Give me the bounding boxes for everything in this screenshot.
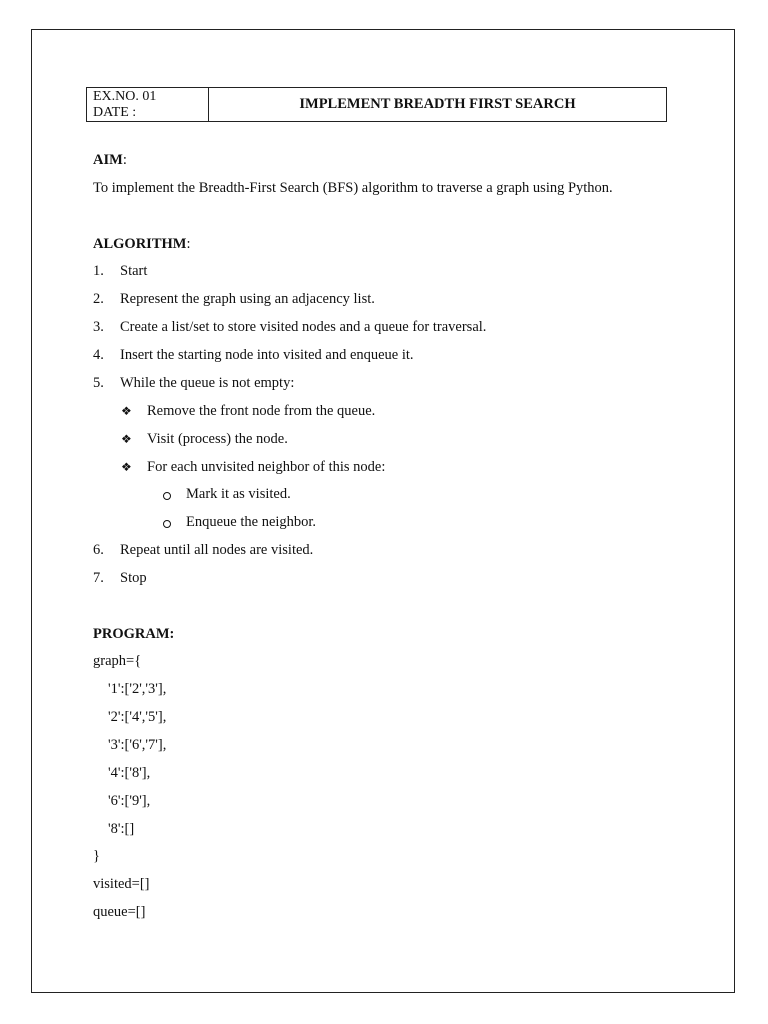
step-4: 4. Insert the starting node into visited and enqueue it.	[93, 347, 414, 363]
algorithm-heading: ALGORITHM	[93, 236, 187, 252]
code-line: '8':[]	[108, 821, 135, 837]
header-left-cell	[87, 88, 209, 121]
code-line: queue=[]	[93, 904, 146, 920]
step-1: 1. Start	[93, 263, 148, 279]
algorithm-heading-line: ALGORITHM:	[93, 236, 191, 252]
step-2: 2. Represent the graph using an adjacency list.	[93, 291, 375, 307]
diamond-bullet-icon: ❖	[121, 432, 132, 446]
header-table	[86, 87, 667, 122]
code-line: graph={	[93, 653, 142, 669]
circle-bullet-icon	[163, 520, 171, 528]
date-label: DATE :	[93, 104, 137, 120]
page-title: IMPLEMENT BREADTH FIRST SEARCH	[299, 96, 576, 112]
sub-sub-step-2: Enqueue the neighbor.	[186, 514, 317, 530]
aim-text: To implement the Breadth-First Search (BFS) algorithm to traverse a graph using Python.	[93, 180, 613, 196]
program-heading: PROGRAM:	[93, 626, 175, 642]
code-line: '4':['8'],	[108, 765, 151, 781]
step-3: 3. Create a list/set to store visited nodes and a queue for traversal.	[93, 319, 487, 335]
page-border	[31, 29, 735, 993]
code-line: }	[93, 848, 100, 864]
diamond-bullet-icon: ❖	[121, 404, 132, 418]
sub-step-1: Remove the front node from the queue.	[147, 403, 376, 419]
circle-bullet-icon	[163, 492, 171, 500]
step-5: 5. While the queue is not empty:	[93, 375, 295, 391]
sub-step-2: Visit (process) the node.	[147, 431, 288, 447]
sub-step-3: For each unvisited neighbor of this node:	[147, 459, 386, 475]
code-line: '3':['6','7'],	[108, 737, 167, 753]
code-line: '2':['4','5'],	[108, 709, 167, 725]
step-7: 7. Stop	[93, 570, 147, 586]
diamond-bullet-icon: ❖	[121, 460, 132, 474]
code-line: '1':['2','3'],	[108, 681, 167, 697]
aim-heading-line: AIM:	[93, 152, 127, 168]
aim-heading: AIM	[93, 152, 123, 168]
step-6: 6. Repeat until all nodes are visited.	[93, 542, 314, 558]
code-line: visited=[]	[93, 876, 150, 892]
sub-sub-step-1: Mark it as visited.	[186, 486, 291, 502]
ex-no: EX.NO. 01	[93, 88, 157, 104]
code-line: '6':['9'],	[108, 793, 151, 809]
